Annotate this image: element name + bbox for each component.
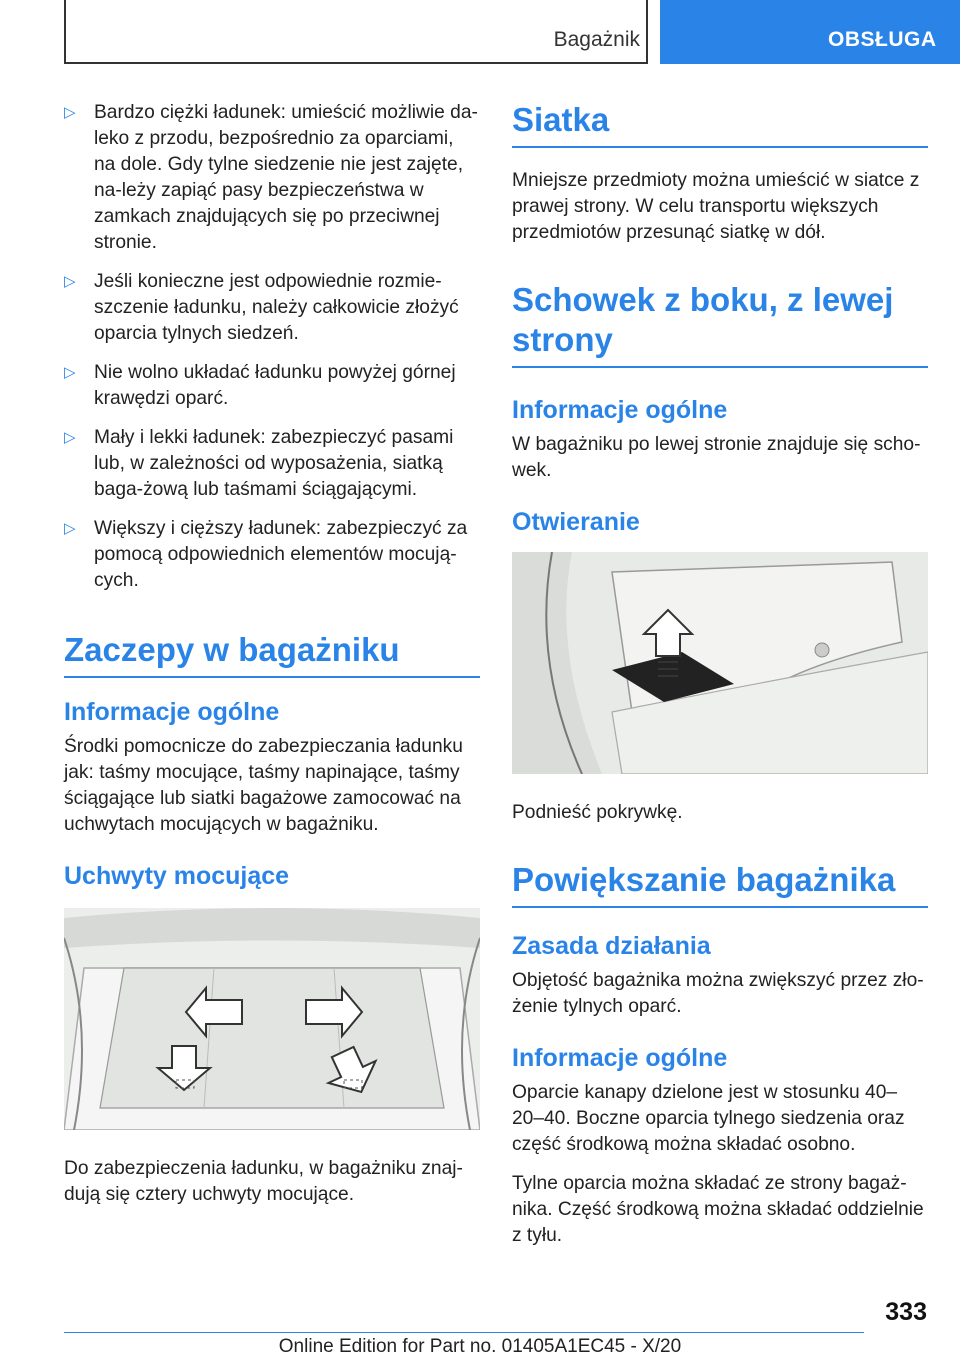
subheading-info: Informacje ogólne (64, 698, 280, 726)
bullet-item: ▷ Jeśli konieczne jest odpowiednie rozmie-szczenie ładunku, należy całkowicie złożyć oparcia tylnych siedzeń. (64, 271, 459, 344)
subheading-info-1: Informacje ogólne (512, 396, 728, 424)
paragraph-info-2a: Oparcie kanapy dzielone jest w stosunku 40–20–40. Boczne oparcia tylnego siedzenia oraz część środkową można składać osobno. (512, 1082, 905, 1155)
trunk-tie-down-image (64, 908, 480, 1130)
heading-powiekszanie: Powiększanie bagażnika (512, 860, 928, 908)
subheading-info-2: Informacje ogólne (512, 1044, 728, 1072)
triangle-bullet-icon: ▷ (64, 429, 76, 446)
paragraph-info-2b: Tylne oparcia można składać ze strony bagaż-nika. Część środkową można składać oddzielnie z tyłu. (512, 1173, 924, 1246)
side-compartment-image (512, 552, 928, 774)
footer-edition: Online Edition for Part no. 01405A1EC45 - X/20 (278, 1336, 682, 1357)
left-column (64, 100, 480, 1221)
header-chapter-tab[interactable]: OBSŁUGA (660, 0, 960, 64)
subheading-zasada: Zasada działania (512, 932, 711, 960)
heading-schowek: Schowek z boku, z lewej strony (512, 280, 928, 368)
right-column (512, 100, 928, 1262)
page-number: 333 (885, 1298, 927, 1326)
paragraph-siatka: Mniejsze przedmioty można umieścić w siatce z prawej strony. W celu transportu większych przedmiotów przesunąć siatkę w dół. (512, 170, 920, 243)
subheading-uchwyty: Uchwyty mocujące (64, 862, 290, 890)
bullet-item: ▷ Mały i lekki ładunek: zabezpieczyć pasami lub, w zależności od wyposażenia, siatką baga-żową lub taśmami ściągającymi. (64, 427, 454, 500)
bullet-item: ▷ Większy i cięższy ładunek: zabezpieczyć za pomocą odpowiednich elementów mocują-cych. (64, 518, 468, 591)
triangle-bullet-icon: ▷ (64, 364, 76, 381)
triangle-bullet-icon: ▷ (64, 273, 76, 290)
bullet-item: ▷ Bardzo ciężki ładunek: umieścić możliwie da-leko z przodu, bezpośrednio za oparciami, na dole. Gdy tylne siedzenie nie jest zajęte, na-leży zapiąć pasy bezpieczeństwa w zamkach znajdujących się po przeciwnej stronie. (64, 102, 478, 253)
header-section-title: Bagażnik (553, 28, 640, 51)
bullet-item: ▷ Nie wolno układać ładunku powyżej górnej krawędzi oparć. (64, 362, 456, 409)
triangle-bullet-icon: ▷ (64, 520, 76, 537)
heading-siatka: Siatka (512, 100, 928, 148)
heading-zaczepy: Zaczepy w bagażniku (64, 630, 480, 678)
footer-divider (64, 1332, 864, 1333)
triangle-bullet-icon: ▷ (64, 104, 76, 121)
paragraph-uchwyty: Do zabezpieczenia ładunku, w bagażniku znaj-dują się cztery uchwyty mocujące. (64, 1158, 463, 1205)
paragraph-zasada: Objętość bagażnika można zwiększyć przez zło-żenie tylnych oparć. (512, 970, 924, 1017)
paragraph-info: Środki pomocnicze do zabezpieczania ładunku jak: taśmy mocujące, taśmy napinające, taśmy ściągające lub siatki bagażowe zamocować na uchwytach mocujących w bagażniku. (64, 736, 463, 835)
paragraph-otwieranie: Podnieść pokrywkę. (512, 802, 683, 823)
subheading-otwieranie: Otwieranie (512, 508, 640, 536)
paragraph-info-1: W bagażniku po lewej stronie znajduje się scho-wek. (512, 434, 921, 481)
